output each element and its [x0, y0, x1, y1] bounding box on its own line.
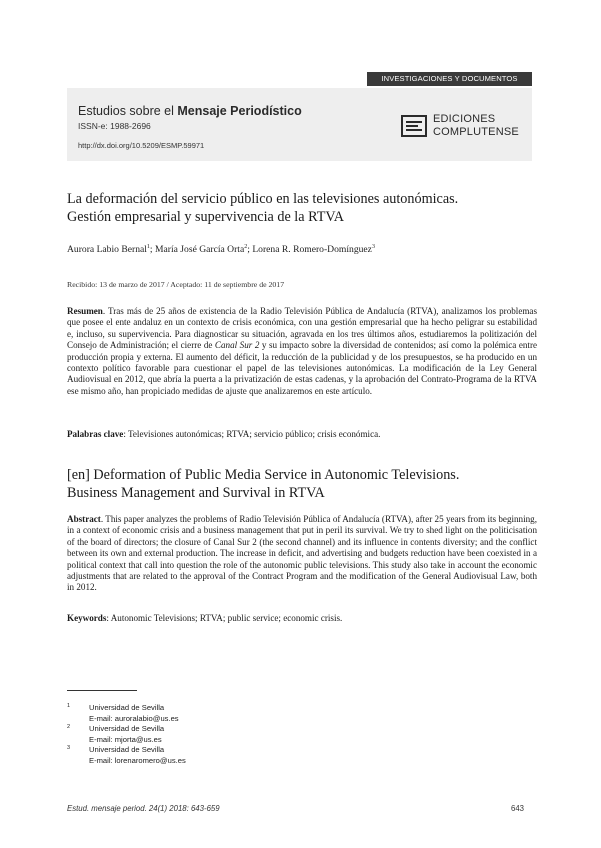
footnotes [67, 703, 186, 767]
publisher-name [433, 113, 519, 138]
publisher-name-line1: EDICIONES [433, 113, 496, 125]
journal-title-prefix: Estudios sobre el [78, 104, 174, 118]
footnote-email[interactable]: E-mail: mjorta@us.es [89, 734, 162, 744]
article-title-es-line1: La deformación del servicio público en las televisiones autonómicas. [67, 191, 459, 207]
palabras-clave-text: : Televisiones autonómicas; RTVA; servicio público; crisis económica. [123, 429, 381, 439]
resumen-italic: Canal Sur 2 [214, 340, 260, 351]
doi-link[interactable]: http://dx.doi.org/10.5209/ESMP.59971 [78, 141, 205, 150]
footnote-item [67, 745, 186, 766]
palabras-clave [67, 429, 537, 440]
footnote-number: 2 [67, 724, 71, 731]
article-title-es [67, 190, 537, 226]
publisher-logo-icon [401, 115, 427, 137]
received-accepted-dates: Recibido: 13 de marzo de 2017 / Aceptado: 11 de septiembre de 2017 [67, 280, 285, 289]
resumen-text-1: . Tras más de 25 años de existencia de la Radio Televisión Pública de Andalucía (RTVA), analizamos los problemas que posee el ente andaluz en un contexto de crisis económica, con una gestión empresarial que ha hecho peligrar su estabilidad e, incluso, su supervivencia. Para diagnosticar su situación, agravada en los tres últimos años, estudiaremos la politización del Consejo de Administración; el cierre de [67, 306, 537, 351]
palabras-clave-label: Palabras clave [67, 429, 124, 439]
footer-citation: Estud. mensaje period. 24(1) 2018: 643-659 [67, 804, 220, 813]
footnote-affiliation: Universidad de Sevilla [89, 703, 165, 712]
abstract-text: . This paper analyzes the problems of Radio Televisión Pública of Andalucía (RTVA), after 25 years from its beginning, in a context of economic crisis and a business management that put in peril its survival. We try to shed light on the politicisation of the board of directors; the closure of Canal Sur 2 (the second channel) and its influence in contents diversity; and the conflict between its own and external production. The increase in deficit, and advertising and budgets reduction have been coexisted in a political context that call into question the role of the autonomic public televisions. This study also take in account the economic adjustments that are related to the approval of the Contract Program and the modification of the General Audiovisual Law, both in 2012. [67, 514, 537, 593]
author-list [67, 244, 537, 255]
abstract-paragraph [67, 514, 537, 594]
footnote-number: 1 [67, 703, 71, 709]
footnote-number: 3 [67, 745, 71, 752]
page-number: 643 [511, 804, 525, 813]
journal-title-bold: Mensaje Periodístico [177, 104, 302, 118]
author-3: Lorena R. Romero-Domínguez [252, 244, 372, 256]
resumen-text-2: y su impacto sobre la diversidad de contenidos; así como la polémica entre producción propia y externa. El aumento del déficit, la reducción de la publicidad y de los presupuestos, se ha producido en un contexto político favorable para cuestionar el papel de las televisiones autonómicas. La modificación de la Ley General Audiovisual en 2012, que abría la puerta a la privatización de estas cadenas, y la aprobación del Contrato-Programa de la RTVA ese mismo año, han propiciado medidas de ajuste que analizaremos en este artículo. [67, 340, 538, 396]
author-1-note[interactable]: 1 [146, 244, 150, 250]
footnote-item [67, 724, 186, 745]
footnote-item [67, 703, 186, 724]
article-title-en-line2: Business Management and Survival in RTVA [67, 485, 325, 501]
author-2: María José García Orta [155, 244, 245, 256]
author-separator: ; [149, 244, 153, 256]
author-1: Aurora Labio Bernal [67, 244, 147, 256]
author-2-note[interactable]: 2 [244, 244, 248, 250]
author-separator: ; [247, 244, 250, 256]
resumen-paragraph [67, 306, 537, 397]
footnote-divider [67, 690, 137, 691]
journal-title [78, 104, 302, 118]
article-title-en [67, 466, 537, 502]
footnote-affiliation: Universidad de Sevilla [89, 745, 165, 755]
abstract-label: Abstract [67, 514, 101, 524]
section-label: INVESTIGACIONES Y DOCUMENTOS [367, 72, 532, 86]
keywords-text: : Autonomic Televisions; RTVA; public service; economic crisis. [106, 613, 343, 623]
keywords-label: Keywords [67, 613, 107, 623]
article-title-en-line1: [en] Deformation of Public Media Service in Autonomic Televisions. [67, 467, 460, 483]
publisher-name-line2: COMPLUTENSE [433, 125, 519, 138]
article-title-es-line2: Gestión empresarial y supervivencia de la RTVA [67, 209, 345, 225]
footnote-email[interactable]: E-mail: auroralabio@us.es [89, 713, 179, 723]
resumen-label: Resumen [67, 306, 103, 316]
journal-issn: ISSN-e: 1988-2696 [78, 121, 151, 131]
keywords [67, 613, 537, 624]
footnote-email[interactable]: E-mail: lorenaromero@us.es [89, 755, 186, 765]
footnote-affiliation: Universidad de Sevilla [89, 724, 165, 734]
author-3-note[interactable]: 3 [371, 244, 375, 250]
